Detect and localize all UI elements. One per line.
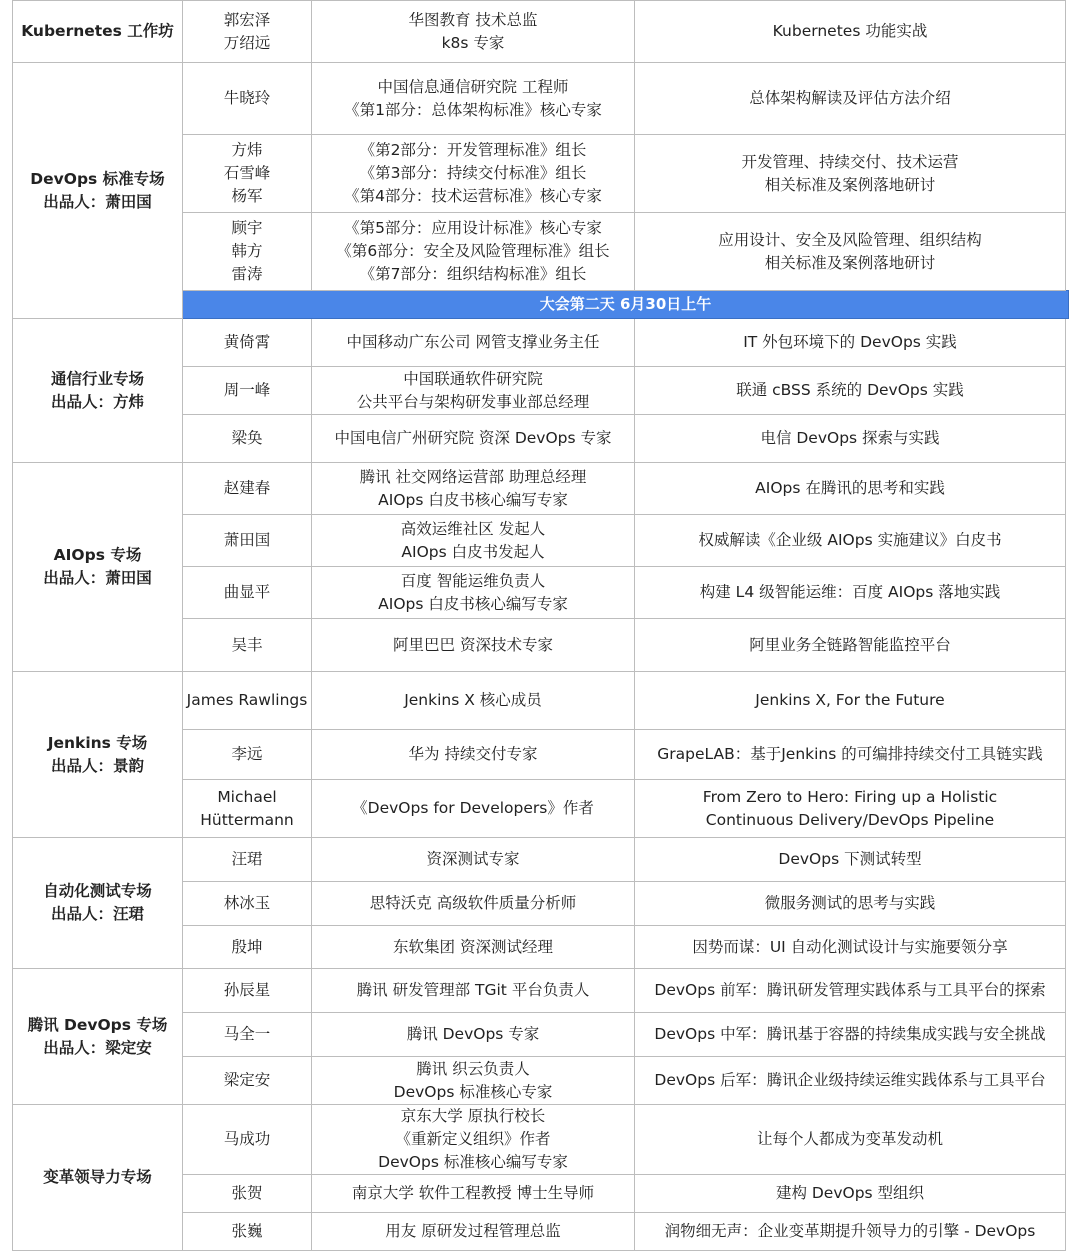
- speaker-org-cell: [312, 1105, 635, 1175]
- text-line: 出品人：梁定安: [43, 1038, 152, 1057]
- text-line: Michael: [217, 787, 277, 806]
- session-row: [13, 463, 1069, 515]
- speaker-org-cell: [312, 567, 635, 619]
- text-line: DevOps 标准核心编写专家: [378, 1153, 568, 1171]
- text-line: 牛晓玲: [223, 89, 271, 107]
- text-line: 吴丰: [231, 635, 263, 654]
- text-line: 相关标准及案例落地研讨: [764, 175, 936, 194]
- text-line: 建构 DevOps 型组织: [775, 1184, 925, 1202]
- speaker-name-cell: [183, 319, 312, 367]
- text-line: Jenkins 专场: [47, 733, 148, 752]
- speaker-name-cell: [183, 969, 312, 1013]
- text-line: 万绍远: [223, 33, 271, 52]
- speaker-org-cell: [312, 1175, 635, 1213]
- talk-title-cell: [635, 969, 1066, 1013]
- text-line: 《第6部分：安全及风险管理标准》组长: [336, 242, 610, 260]
- text-line: AIOps 白皮书发起人: [401, 542, 545, 561]
- talk-title-cell: [635, 1013, 1066, 1057]
- talk-title-cell: [635, 463, 1066, 515]
- text-line: 《第5部分：应用设计标准》核心专家: [344, 219, 602, 237]
- session-row: [13, 969, 1069, 1013]
- text-line: 林冰玉: [223, 894, 271, 912]
- text-line: 张巍: [231, 1222, 263, 1240]
- session-row: [13, 63, 1069, 135]
- track-cell: [13, 672, 183, 838]
- text-line: 马成功: [223, 1130, 271, 1148]
- speaker-name-cell: [183, 1057, 312, 1105]
- talk-title-cell: [635, 63, 1066, 135]
- speaker-org-cell: [312, 838, 635, 882]
- speaker-name-cell: [183, 63, 312, 135]
- speaker-org-cell: [312, 1213, 635, 1251]
- speaker-name-cell: [183, 567, 312, 619]
- text-line: AIOps 专场: [53, 546, 142, 564]
- text-line: 周一峰: [223, 381, 271, 399]
- speaker-name-cell: [183, 1105, 312, 1175]
- text-line: 让每个人都成为变革发动机: [756, 1130, 943, 1148]
- speaker-org-cell: [312, 63, 635, 135]
- text-line: 公共平台与架构研发事业部总经理: [356, 392, 590, 411]
- text-line: James Rawlings: [186, 691, 308, 709]
- speaker-org-cell: [312, 969, 635, 1013]
- text-line: IT 外包环境下的 DevOps 实践: [743, 333, 957, 351]
- text-line: 张贺: [231, 1184, 263, 1202]
- talk-title-cell: [635, 213, 1066, 291]
- text-line: 郭宏泽: [223, 10, 271, 29]
- speaker-name-cell: [183, 1013, 312, 1057]
- text-line: 中国信息通信研究院 工程师: [377, 77, 569, 96]
- speaker-name-cell: [183, 135, 312, 213]
- speaker-org-cell: [312, 319, 635, 367]
- text-line: 黄倚霄: [223, 333, 271, 351]
- speaker-org-cell: [312, 672, 635, 730]
- text-line: 中国移动广东公司 网管支撑业务主任: [346, 333, 600, 351]
- text-line: 韩方: [231, 242, 263, 260]
- speaker-name-cell: [183, 415, 312, 463]
- text-line: 梁奂: [231, 429, 263, 447]
- text-line: DevOps 中军：腾讯基于容器的持续集成实践与安全挑战: [654, 1025, 1046, 1043]
- text-line: 腾讯 社交网络运营部 助理总经理: [359, 467, 587, 486]
- text-line: DevOps 下测试转型: [778, 850, 922, 868]
- text-line: 润物细无声：企业变革期提升领导力的引擎 - DevOps: [664, 1222, 1036, 1240]
- talk-title-cell: [635, 135, 1066, 213]
- text-line: 思特沃克 高级软件质量分析师: [369, 894, 577, 912]
- text-line: 《第1部分：总体架构标准》核心专家: [344, 100, 602, 119]
- talk-title-cell: [635, 926, 1066, 969]
- text-line: 相关标准及案例落地研讨: [764, 253, 936, 272]
- text-line: 东软集团 资深测试经理: [393, 937, 553, 956]
- speaker-name-cell: [183, 838, 312, 882]
- text-line: 《DevOps for Developers》作者: [352, 799, 594, 817]
- talk-title-cell: [635, 567, 1066, 619]
- text-line: 杨军: [231, 187, 263, 205]
- speaker-org-cell: [312, 882, 635, 926]
- text-line: 《第3部分：持续交付标准》组长: [359, 164, 587, 182]
- text-line: 中国联通软件研究院: [403, 369, 543, 388]
- text-line: 顾宇: [231, 219, 263, 237]
- text-line: 殷坤: [231, 937, 263, 956]
- text-line: 《第2部分：开发管理标准》组长: [359, 141, 587, 159]
- speaker-org-cell: [312, 515, 635, 567]
- text-line: 华为 持续交付专家: [408, 745, 538, 763]
- talk-title-cell: [635, 319, 1066, 367]
- text-line: 曲显平: [223, 583, 271, 601]
- text-line: Jenkins X, For the Future: [755, 691, 945, 709]
- track-cell: [13, 463, 183, 672]
- text-line: 出品人：萧田国: [43, 569, 152, 587]
- speaker-org-cell: [312, 213, 635, 291]
- session-row: [13, 1, 1069, 63]
- text-line: 萧田国: [223, 531, 271, 549]
- talk-title-cell: [635, 1057, 1066, 1105]
- text-line: k8s 专家: [441, 33, 505, 52]
- text-line: 通信行业专场: [50, 369, 144, 388]
- session-row: [13, 319, 1069, 367]
- text-line: AIOps 在腾讯的思考和实践: [755, 479, 945, 497]
- track-cell: [13, 838, 183, 969]
- speaker-org-cell: [312, 415, 635, 463]
- speaker-name-cell: [183, 730, 312, 780]
- speaker-org-cell: [312, 1013, 635, 1057]
- speaker-name-cell: [183, 882, 312, 926]
- speaker-org-cell: [312, 367, 635, 415]
- talk-title-cell: [635, 780, 1066, 838]
- speaker-name-cell: [183, 463, 312, 515]
- text-line: 腾讯 织云负责人: [416, 1059, 530, 1078]
- text-line: 雷涛: [231, 265, 263, 283]
- text-line: 联通 cBSS 系统的 DevOps 实践: [736, 381, 964, 399]
- talk-title-cell: [635, 367, 1066, 415]
- speaker-name-cell: [183, 1, 312, 63]
- text-line: 阿里业务全链路智能监控平台: [749, 635, 951, 654]
- schedule-table: [12, 0, 1069, 1251]
- text-line: 因势而谋：UI 自动化测试设计与实施要领分享: [692, 937, 1008, 956]
- speaker-name-cell: [183, 672, 312, 730]
- text-line: Continuous Delivery/DevOps Pipeline: [705, 810, 995, 829]
- text-line: From Zero to Hero: Firing up a Holistic: [702, 787, 998, 806]
- track-cell: [13, 319, 183, 463]
- speaker-org-cell: [312, 730, 635, 780]
- text-line: 梁定安: [223, 1071, 271, 1089]
- text-line: 《重新定义组织》作者: [395, 1130, 551, 1148]
- text-line: GrapeLAB：基于Jenkins 的可编排持续交付工具链实践: [657, 745, 1043, 763]
- text-line: 构建 L4 级智能运维：百度 AIOps 落地实践: [699, 583, 1001, 601]
- text-line: 石雪峰: [223, 164, 271, 182]
- speaker-name-cell: [183, 515, 312, 567]
- text-line: 出品人：汪珺: [50, 905, 144, 923]
- text-line: 自动化测试专场: [43, 882, 152, 900]
- talk-title-cell: [635, 1105, 1066, 1175]
- session-row: [13, 838, 1069, 882]
- talk-title-cell: [635, 619, 1066, 672]
- speaker-name-cell: [183, 213, 312, 291]
- text-line: 腾讯 研发管理部 TGit 平台负责人: [356, 981, 590, 999]
- speaker-org-cell: [312, 926, 635, 969]
- text-line: 华图教育 技术总监: [408, 10, 538, 29]
- text-line: Hüttermann: [200, 810, 294, 829]
- text-line: 资深测试专家: [426, 850, 520, 868]
- text-line: Kubernetes 功能实战: [772, 22, 928, 40]
- talk-title-cell: [635, 1213, 1066, 1251]
- text-line: 总体架构解读及评估方法介绍: [749, 89, 951, 107]
- text-line: 《第4部分：技术运营标准》核心专家: [344, 187, 602, 205]
- text-line: 出品人：方炜: [50, 392, 144, 411]
- text-line: 孙辰星: [223, 981, 271, 999]
- text-line: 南京大学 软件工程教授 博士生导师: [351, 1184, 595, 1202]
- text-line: 赵建春: [223, 479, 271, 497]
- speaker-name-cell: [183, 1175, 312, 1213]
- speaker-org-cell: [312, 619, 635, 672]
- text-line: 微服务测试的思考与实践: [764, 894, 936, 912]
- text-line: DevOps 标准核心专家: [393, 1082, 553, 1101]
- text-line: 百度 智能运维负责人: [400, 571, 546, 590]
- speaker-org-cell: [312, 780, 635, 838]
- talk-title-cell: [635, 415, 1066, 463]
- talk-title-cell: [635, 838, 1066, 882]
- speaker-name-cell: [183, 926, 312, 969]
- text-line: Jenkins X 核心成员: [404, 691, 542, 709]
- text-line: 应用设计、安全及风险管理、组织结构: [718, 230, 982, 249]
- speaker-name-cell: [183, 1213, 312, 1251]
- text-line: 权威解读《企业级 AIOps 实施建议》白皮书: [698, 531, 1002, 549]
- text-line: DevOps 前军：腾讯研发管理实践体系与工具平台的探索: [654, 981, 1046, 999]
- session-row: [13, 1105, 1069, 1175]
- talk-title-cell: [635, 672, 1066, 730]
- speaker-org-cell: [312, 1057, 635, 1105]
- text-line: 李远: [231, 745, 263, 763]
- text-line: DevOps 标准专场: [30, 169, 165, 188]
- speaker-name-cell: [183, 780, 312, 838]
- talk-title-cell: [635, 730, 1066, 780]
- text-line: 阿里巴巴 资深技术专家: [393, 635, 553, 654]
- text-line: 开发管理、持续交付、技术运营: [741, 152, 959, 171]
- text-line: 出品人：萧田国: [43, 192, 152, 211]
- text-line: 京东大学 原执行校长: [400, 1107, 546, 1125]
- text-line: 变革领导力专场: [43, 1168, 152, 1186]
- speaker-org-cell: [312, 463, 635, 515]
- text-line: 马全一: [223, 1025, 271, 1043]
- track-cell: [13, 63, 183, 319]
- text-line: AIOps 白皮书核心编写专家: [378, 594, 568, 613]
- text-line: 汪珺: [231, 850, 263, 868]
- text-line: DevOps 后军：腾讯企业级持续运维实践体系与工具平台: [654, 1071, 1046, 1089]
- talk-title-cell: [635, 515, 1066, 567]
- speaker-org-cell: [312, 1, 635, 63]
- text-line: 腾讯 DevOps 专场: [27, 1015, 168, 1034]
- text-line: 中国电信广州研究院 资深 DevOps 专家: [334, 429, 612, 447]
- speaker-name-cell: [183, 619, 312, 672]
- talk-title-cell: [635, 1175, 1066, 1213]
- day-banner: 大会第二天 6月30日上午: [183, 291, 1069, 319]
- track-cell: [13, 1, 183, 63]
- text-line: 用友 原研发过程管理总监: [385, 1222, 561, 1240]
- text-line: AIOps 白皮书核心编写专家: [378, 490, 568, 509]
- speaker-name-cell: [183, 367, 312, 415]
- talk-title-cell: [635, 882, 1066, 926]
- session-row: [13, 672, 1069, 730]
- text-line: 方炜: [231, 141, 263, 159]
- text-line: 腾讯 DevOps 专家: [406, 1025, 540, 1043]
- text-line: Kubernetes 工作坊: [21, 22, 174, 40]
- track-cell: [13, 969, 183, 1105]
- text-line: 电信 DevOps 探索与实践: [760, 429, 940, 447]
- text-line: 高效运维社区 发起人: [400, 519, 546, 538]
- text-line: 出品人：景韵: [50, 756, 144, 775]
- text-line: 《第7部分：组织结构标准》组长: [359, 265, 587, 283]
- track-cell: [13, 1105, 183, 1251]
- speaker-org-cell: [312, 135, 635, 213]
- talk-title-cell: [635, 1, 1066, 63]
